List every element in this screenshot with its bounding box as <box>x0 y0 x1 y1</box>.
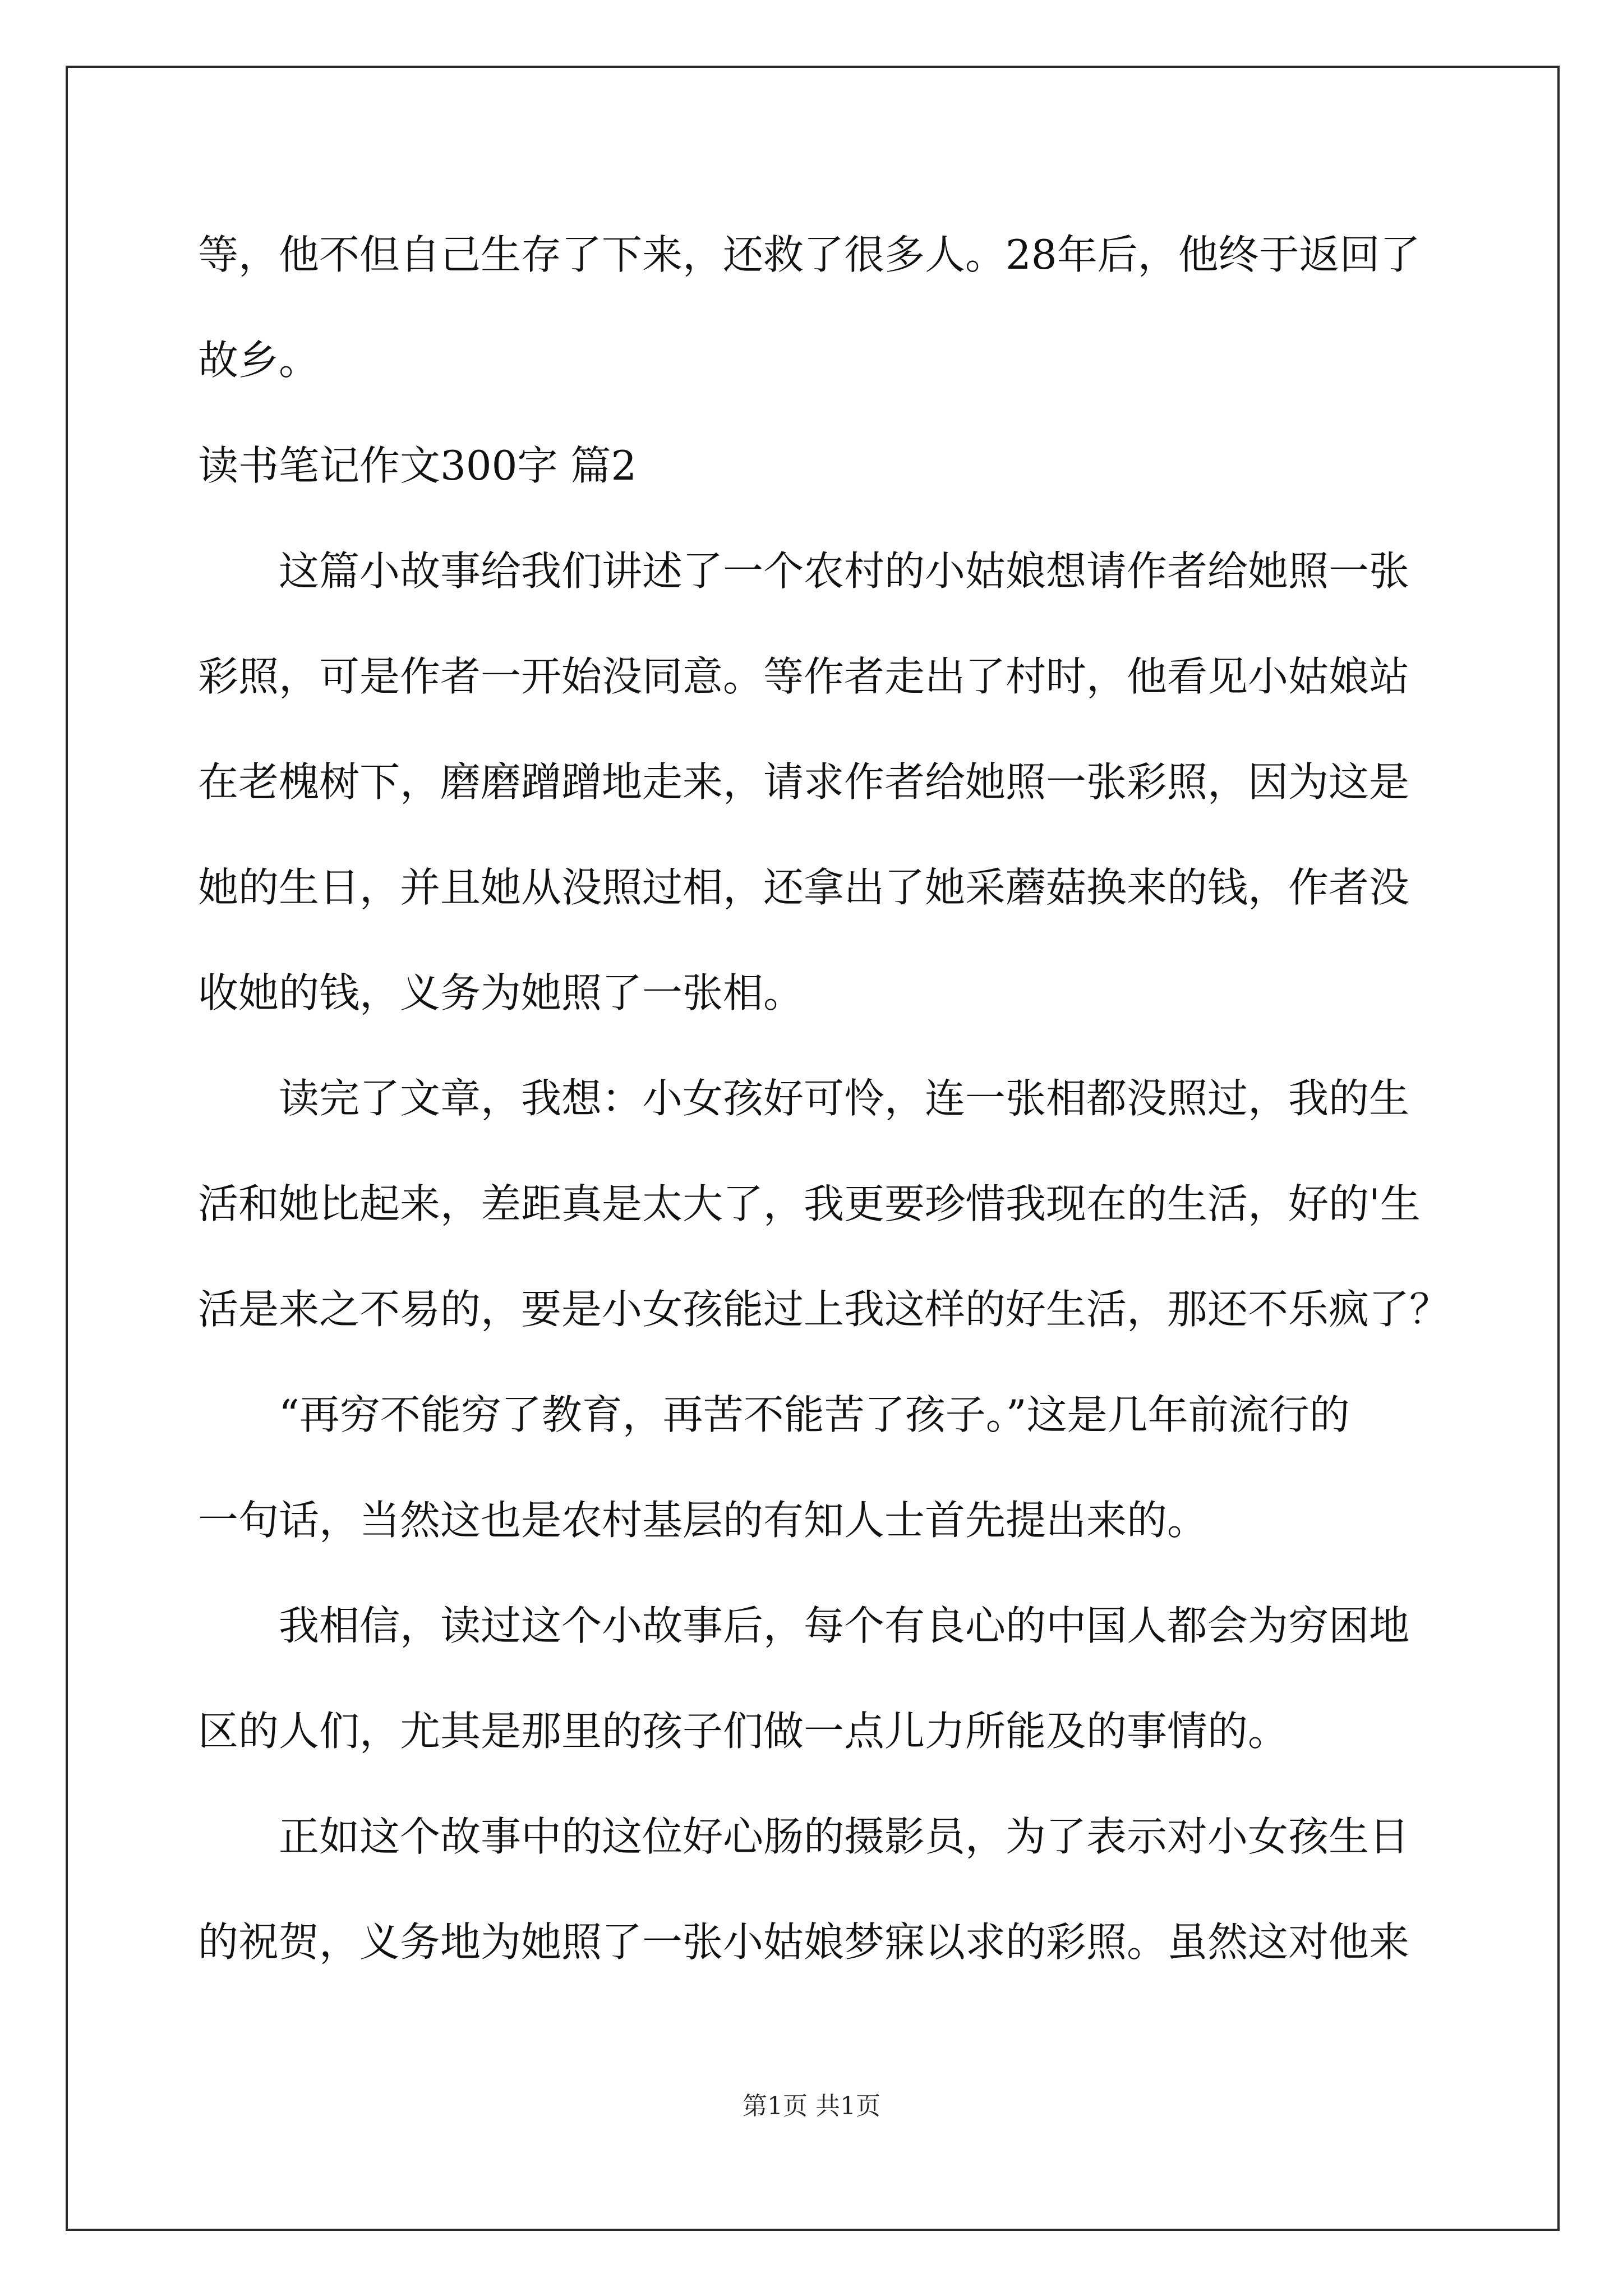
paragraph-start-line: 正如这个故事中的这位好心肠的摄影员，为了表示对小女孩生日 <box>279 1813 1410 1860</box>
text-line: 收她的钱，义务为她照了一张相。 <box>198 969 804 1016</box>
paragraph-start-line: 我相信，读过这个小故事后，每个有良心的中国人都会为穷困地 <box>279 1602 1410 1649</box>
text-line: 一句话，当然这也是农村基层的有知人士首先提出来的。 <box>198 1497 1208 1544</box>
section-heading: 读书笔记作文300字 篇2 <box>198 442 637 489</box>
page-number-footer: 第1页 共1页 <box>743 2092 880 2120</box>
text-line: 她的生日，并且她从没照过相，还拿出了她采蘑菇换来的钱，作者没 <box>198 864 1410 911</box>
text-line: 彩照，可是作者一开始没同意。等作者走出了村时，他看见小姑娘站 <box>198 653 1410 700</box>
text-line: 在老槐树下，磨磨蹭蹭地走来，请求作者给她照一张彩照，因为这是 <box>198 758 1410 806</box>
text-line: 区的人们，尤其是那里的孩子们做一点儿力所能及的事情的。 <box>198 1708 1289 1755</box>
text-line: 的祝贺，义务地为她照了一张小姑娘梦寐以求的彩照。虽然这对他来 <box>198 1918 1410 1966</box>
text-line: 等，他不但自己生存了下来，还救了很多人。28年后，他终于返回了 <box>198 231 1421 278</box>
document-body <box>198 202 1450 1995</box>
text-line: 活是来之不易的，要是小女孩能过上我这样的好生活，那还不乐疯了？ <box>198 1286 1450 1333</box>
paragraph-start-line: 这篇小故事给我们讲述了一个农村的小姑娘想请作者给她照一张 <box>279 547 1410 595</box>
paragraph-start-line: 读完了文章，我想：小女孩好可怜，连一张相都没照过，我的生 <box>279 1075 1410 1122</box>
text-line: 故乡。 <box>198 337 320 384</box>
paragraph-start-line: “再穷不能穷了教育，再苦不能苦了孩子。”这是几年前流行的 <box>279 1391 1350 1438</box>
text-line: 活和她比起来，差距真是太大了，我更要珍惜我现在的生活，好的'生 <box>198 1180 1421 1227</box>
